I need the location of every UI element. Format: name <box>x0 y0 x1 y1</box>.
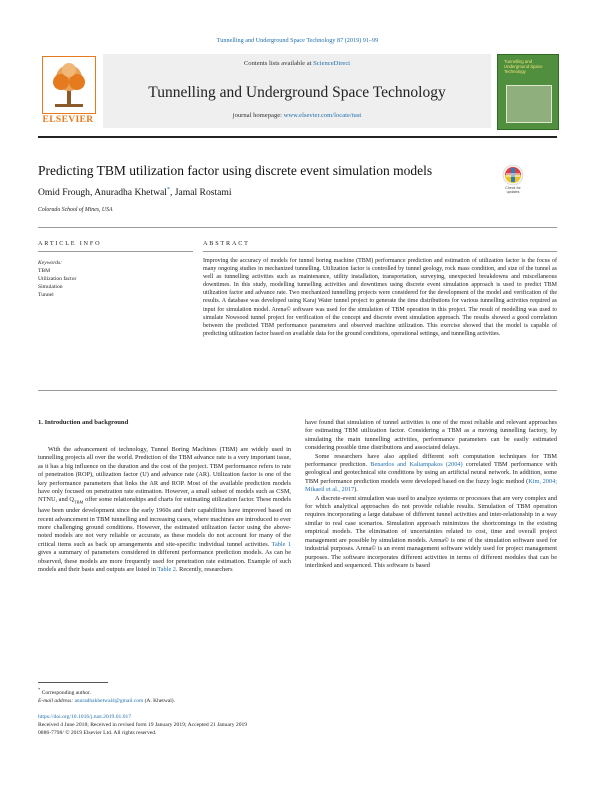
abstract-divider <box>203 251 557 252</box>
homepage-prefix: journal homepage: <box>232 112 284 119</box>
sciencedirect-link[interactable]: ScienceDirect <box>313 60 351 67</box>
subscript: TBM <box>73 499 84 505</box>
journal-title: Tunnelling and Underground Space Technology <box>148 84 446 101</box>
footnote-divider <box>38 682 108 683</box>
journal-header <box>103 54 491 128</box>
keyword-item: TBM <box>38 268 51 275</box>
body-column-right <box>305 419 557 570</box>
keyword-item: Utilization factor <box>38 276 77 283</box>
paragraph-text: With the advancement of technology, Tunnel Boring Machines (TBM) are widely used in tunnelling projects all over the world. Prediction of the TBM advance rate is a very important issue, as it has a big influence on the duration and the cost of the project. TBM performance refers to rate of penetration (ROP), utilization factor (U) and advance rate (AR). Utilization factor is one of the key performance parameters that links the AR and ROP. Most of the available prediction models have only focused on penetration rate estimation. However, a small subset of models such as CSM, NTNU, and Q <box>38 446 291 504</box>
paragraph <box>305 453 557 495</box>
publication-info <box>38 713 438 737</box>
paragraph: have found that simulation of tunnel activities is one of the most reliable and relevant approaches for estimating TBM utilization factor. Considering a TBM as a moving tunnelling factory, by simulating the main tunnelling activities, performance parameters can be easily estimated considering possible time distributions and associated delays. <box>305 419 557 452</box>
footnote-text: Corresponding author. <box>40 689 91 696</box>
article-info-divider <box>38 251 193 252</box>
paragraph-text: correlated TBM performance with geological and geotechnical site conditions by using an artificial neural network. In addition, some TBM performance prediction models were developed based on the fuzzy logic method ( <box>305 461 557 485</box>
journal-reference[interactable]: Tunnelling and Underground Space Technology 87 (2019) 91–99 <box>216 37 379 44</box>
header-divider <box>38 136 557 138</box>
table-2-link[interactable]: Table 2 <box>157 565 176 573</box>
journal-cover-image[interactable] <box>497 54 559 130</box>
paragraph-text: Some researchers have also applied different soft computation techniques for TBM performance prediction. <box>305 452 557 469</box>
elsevier-logo[interactable] <box>38 54 98 128</box>
abstract-heading: ABSTRACT <box>203 240 250 247</box>
email-link[interactable]: anuradhakhetwal4@gmail.com <box>74 697 144 704</box>
homepage-line <box>103 112 491 119</box>
email-label: E-mail address: <box>38 697 75 704</box>
keywords-label: Keywords: <box>38 260 63 266</box>
paragraph-text: ). <box>354 486 358 494</box>
abstract-text: Improving the accuracy of models for tunnel boring machine (TBM) performance prediction and estimation of utilization factor is the focus of many ongoing studies in mechanized tunnelling. Utilization factor is controlled by tunnel geology, rock mass condition, and size of the tunnel as well as tunnelling activities such as maintenance, utility installation, transportation, surveying, unexpected breakdowns and miscellaneous downtimes. In this study, modelling tunnelling activities and downtimes using discrete event simulation approach is used to predict TBM utilization factor and advance rate. Two mechanized tunnelling projects were considered for the development of the model and verification of the results. A database was developed using Karaj Water tunnel project to generate the time distributions for various tunnelling activities required as input for simulation model. Arena© software was used for the simulation of TBM operation in this project. The result of modelling was used to simulate Nowsood tunnel project for verification of the concept and discrete event simulation approach. The results showed a good correlation between the predicted TBM performance parameters and observed machine utilization. This exercise showed that the model is capable of predicting utilization factor based on available data for the ground conditions, operational settings, and tunnelling activities. <box>203 258 557 337</box>
affiliation: Colorado School of Mines, USA <box>38 207 113 213</box>
cover-title: Tunnelling and Underground Space Technology <box>504 59 543 75</box>
doi-link[interactable]: https://doi.org/10.1016/j.tust.2019.01.017 <box>38 714 132 720</box>
keyword-item: Tunnel <box>38 292 54 299</box>
homepage-link[interactable]: www.elsevier.com/locate/tust <box>283 112 362 119</box>
crossmark-label: Check for updates <box>505 186 521 194</box>
keywords-block <box>38 259 188 299</box>
citation-link[interactable]: Benardos and Kaliampakos (2004) <box>370 461 463 469</box>
contents-prefix: Contents lists available at <box>243 60 314 67</box>
paragraph-text: gives a summary of parameters considered in different performance prediction models. As can be observed, these models are more frequently used for penetration rate estimation. Example of such models and their basis and outputs are listed in <box>38 549 291 573</box>
paragraph-text: . Recently, researchers <box>175 565 233 573</box>
citation-link[interactable]: Kim, 2004; Mikaeil et al., 2017 <box>305 477 557 494</box>
authors-names-rest: , Jamal Rostami <box>169 187 232 199</box>
received-dates: Received 4 June 2018; Received in revised form 19 January 2019; Accepted 21 January 2019 <box>38 722 248 728</box>
paragraph <box>38 446 291 574</box>
email-suffix: (A. Khetwal). <box>143 697 175 704</box>
elsevier-tree-icon <box>42 56 96 114</box>
article-info-heading: ARTICLE INFO <box>38 240 102 247</box>
article-title: Predicting TBM utilization factor using discrete event simulation models <box>38 163 433 178</box>
publisher-name: ELSEVIER <box>42 114 94 125</box>
body-column-left <box>38 446 291 574</box>
section-heading: 1. Introduction and background <box>38 419 129 426</box>
table-1-link[interactable]: Table 1 <box>271 540 291 548</box>
abstract-bottom-divider <box>38 390 557 391</box>
copyright: 0886-7798/ © 2019 Elsevier Ltd. All rights reserved. <box>38 730 157 736</box>
check-for-updates-badge[interactable] <box>499 164 527 198</box>
keyword-item: Simulation <box>38 284 63 291</box>
corresponding-author-mark[interactable]: * <box>166 187 170 193</box>
paragraph: A discrete-event simulation was used to analyze systems or processes that are very complex and for which analytical approaches do not provide reliable results. Simulation of TBM operation requires incorporating a large database of different tunnel activities and inter-relationship in a way similar to real case scenarios. Simulation approach minimizes the shortcomings in the existing empirical models. The elimination of uncertainties related to cost, time and overall project management are possible by simulation models. Arena© is one of the simulation software used for industrial purposes. Arena© is an event management software widely used for project management purposes. The software incorporates different activities in terms of different modules that can be interlinked and sequenced. This software is based <box>305 494 558 569</box>
authors-divider <box>38 227 557 228</box>
contents-line <box>103 60 491 67</box>
footnote <box>38 686 338 705</box>
corresponding-author-note <box>38 686 338 697</box>
authors-names: Omid Frough, Anuradha Khetwal <box>38 187 167 199</box>
footnote-mark: * <box>38 687 41 692</box>
cover-photo <box>506 85 552 123</box>
authors <box>38 187 232 198</box>
email-line <box>38 697 338 705</box>
paragraph-text: offer some relationships and charts for estimating utilization factor. These models have been under development since the early 1960s and their capabilities have improved based on recent advancement in TBM tunnelling and increasing cases, where machines are introduced to ever more challenging ground conditions. However, the estimated utilization factor using the above-noted models are not very reliable or accurate, as these models do not account for many of the critical items such as back up arrangements and site-specific individual tunnel activities. <box>38 496 291 548</box>
